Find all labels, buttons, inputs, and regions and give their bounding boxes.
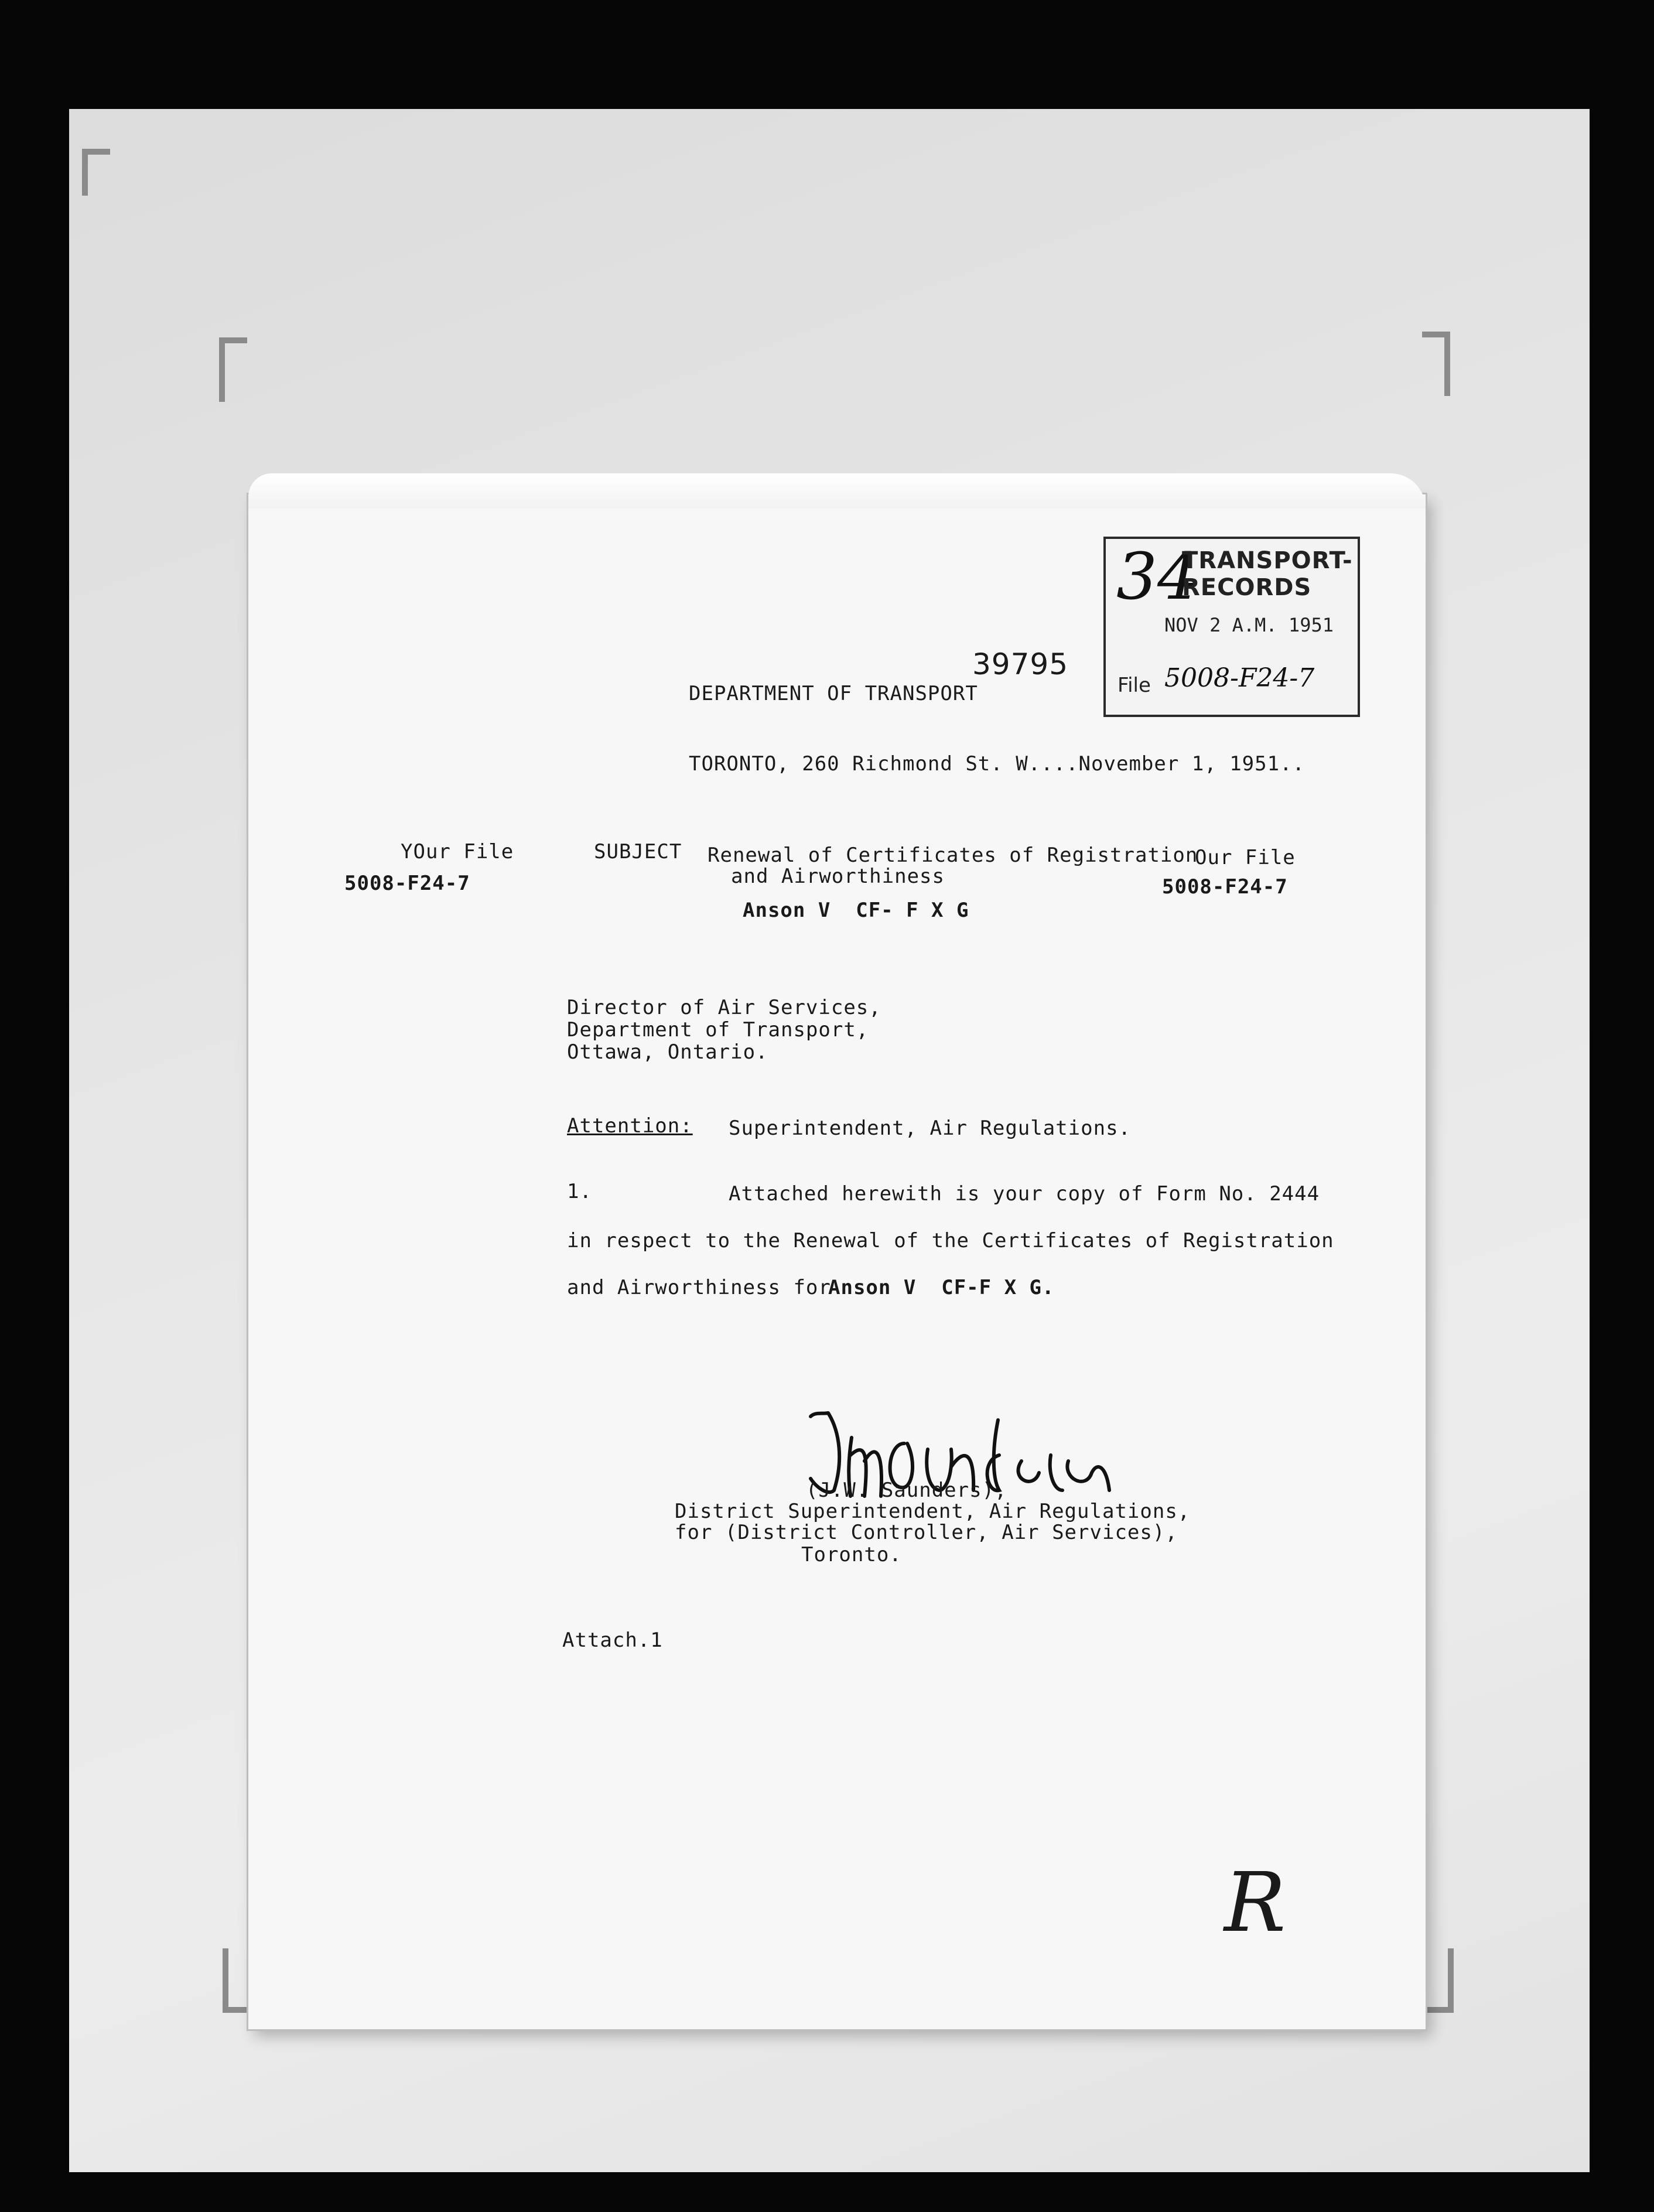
crop-mark-bottom-left	[223, 1948, 251, 2013]
subject-line-1: Renewal of Certificates of Registration	[708, 844, 1198, 867]
our-file-label: Our File	[1195, 846, 1296, 869]
your-file-label: YOur File	[401, 840, 514, 863]
stamp-date: NOV 2 A.M. 1951	[1164, 614, 1334, 636]
letter-page	[248, 494, 1426, 2029]
paragraph-line-1: Attached herewith is your copy of Form No. 2444	[729, 1182, 1320, 1206]
letter-number: 39795	[972, 647, 1069, 681]
signer-for-line: for (District Controller, Air Services),	[675, 1521, 1178, 1544]
department-heading: DEPARTMENT OF TRANSPORT	[689, 682, 978, 705]
your-file-number: 5008-F24-7	[344, 872, 470, 895]
signer-city: Toronto.	[801, 1543, 902, 1566]
paragraph-number: 1.	[567, 1180, 592, 1203]
address-date-line: TORONTO, 260 Richmond St. W....November 1, 1951..	[689, 752, 1306, 776]
stamp-file-label: File	[1118, 674, 1151, 697]
paragraph-line-2: in respect to the Renewal of the Certificates of Registration	[567, 1229, 1334, 1252]
stamp-handwritten-mark: 34	[1116, 539, 1198, 614]
records-stamp	[1103, 537, 1360, 717]
subject-line-2: and Airworthiness	[731, 865, 945, 888]
signer-name: (J.W. Saunders),	[806, 1479, 1007, 1502]
crop-mark-top-right	[1422, 332, 1450, 396]
paragraph-line-3: and Airworthiness for	[567, 1276, 831, 1299]
our-file-number: 5008-F24-7	[1162, 875, 1288, 899]
subject-aircraft: Anson V CF- F X G	[743, 899, 969, 922]
crop-mark-bottom-right	[1426, 1948, 1454, 2013]
subject-label: SUBJECT	[594, 840, 682, 863]
crop-mark-outer-top-left	[82, 149, 110, 196]
initial-mark: R	[1224, 1855, 1287, 1951]
paragraph-aircraft: Anson V CF-F X G.	[828, 1276, 1055, 1299]
recipient-line-3: Ottawa, Ontario.	[567, 1040, 768, 1064]
stamp-heading: TRANSPORT-RECORDS	[1182, 547, 1353, 601]
stamp-file-number: 5008-F24-7	[1164, 663, 1315, 693]
attachment-note: Attach.1	[562, 1629, 663, 1652]
signer-title: District Superintendent, Air Regulations,	[675, 1500, 1191, 1523]
recipient-line-2: Department of Transport,	[567, 1018, 869, 1042]
crop-mark-top-left	[219, 337, 247, 402]
recipient-line-1: Director of Air Services,	[567, 996, 881, 1019]
page-curl	[248, 473, 1426, 508]
attention-label: Attention:	[567, 1114, 693, 1138]
attention-value: Superintendent, Air Regulations.	[729, 1117, 1132, 1140]
